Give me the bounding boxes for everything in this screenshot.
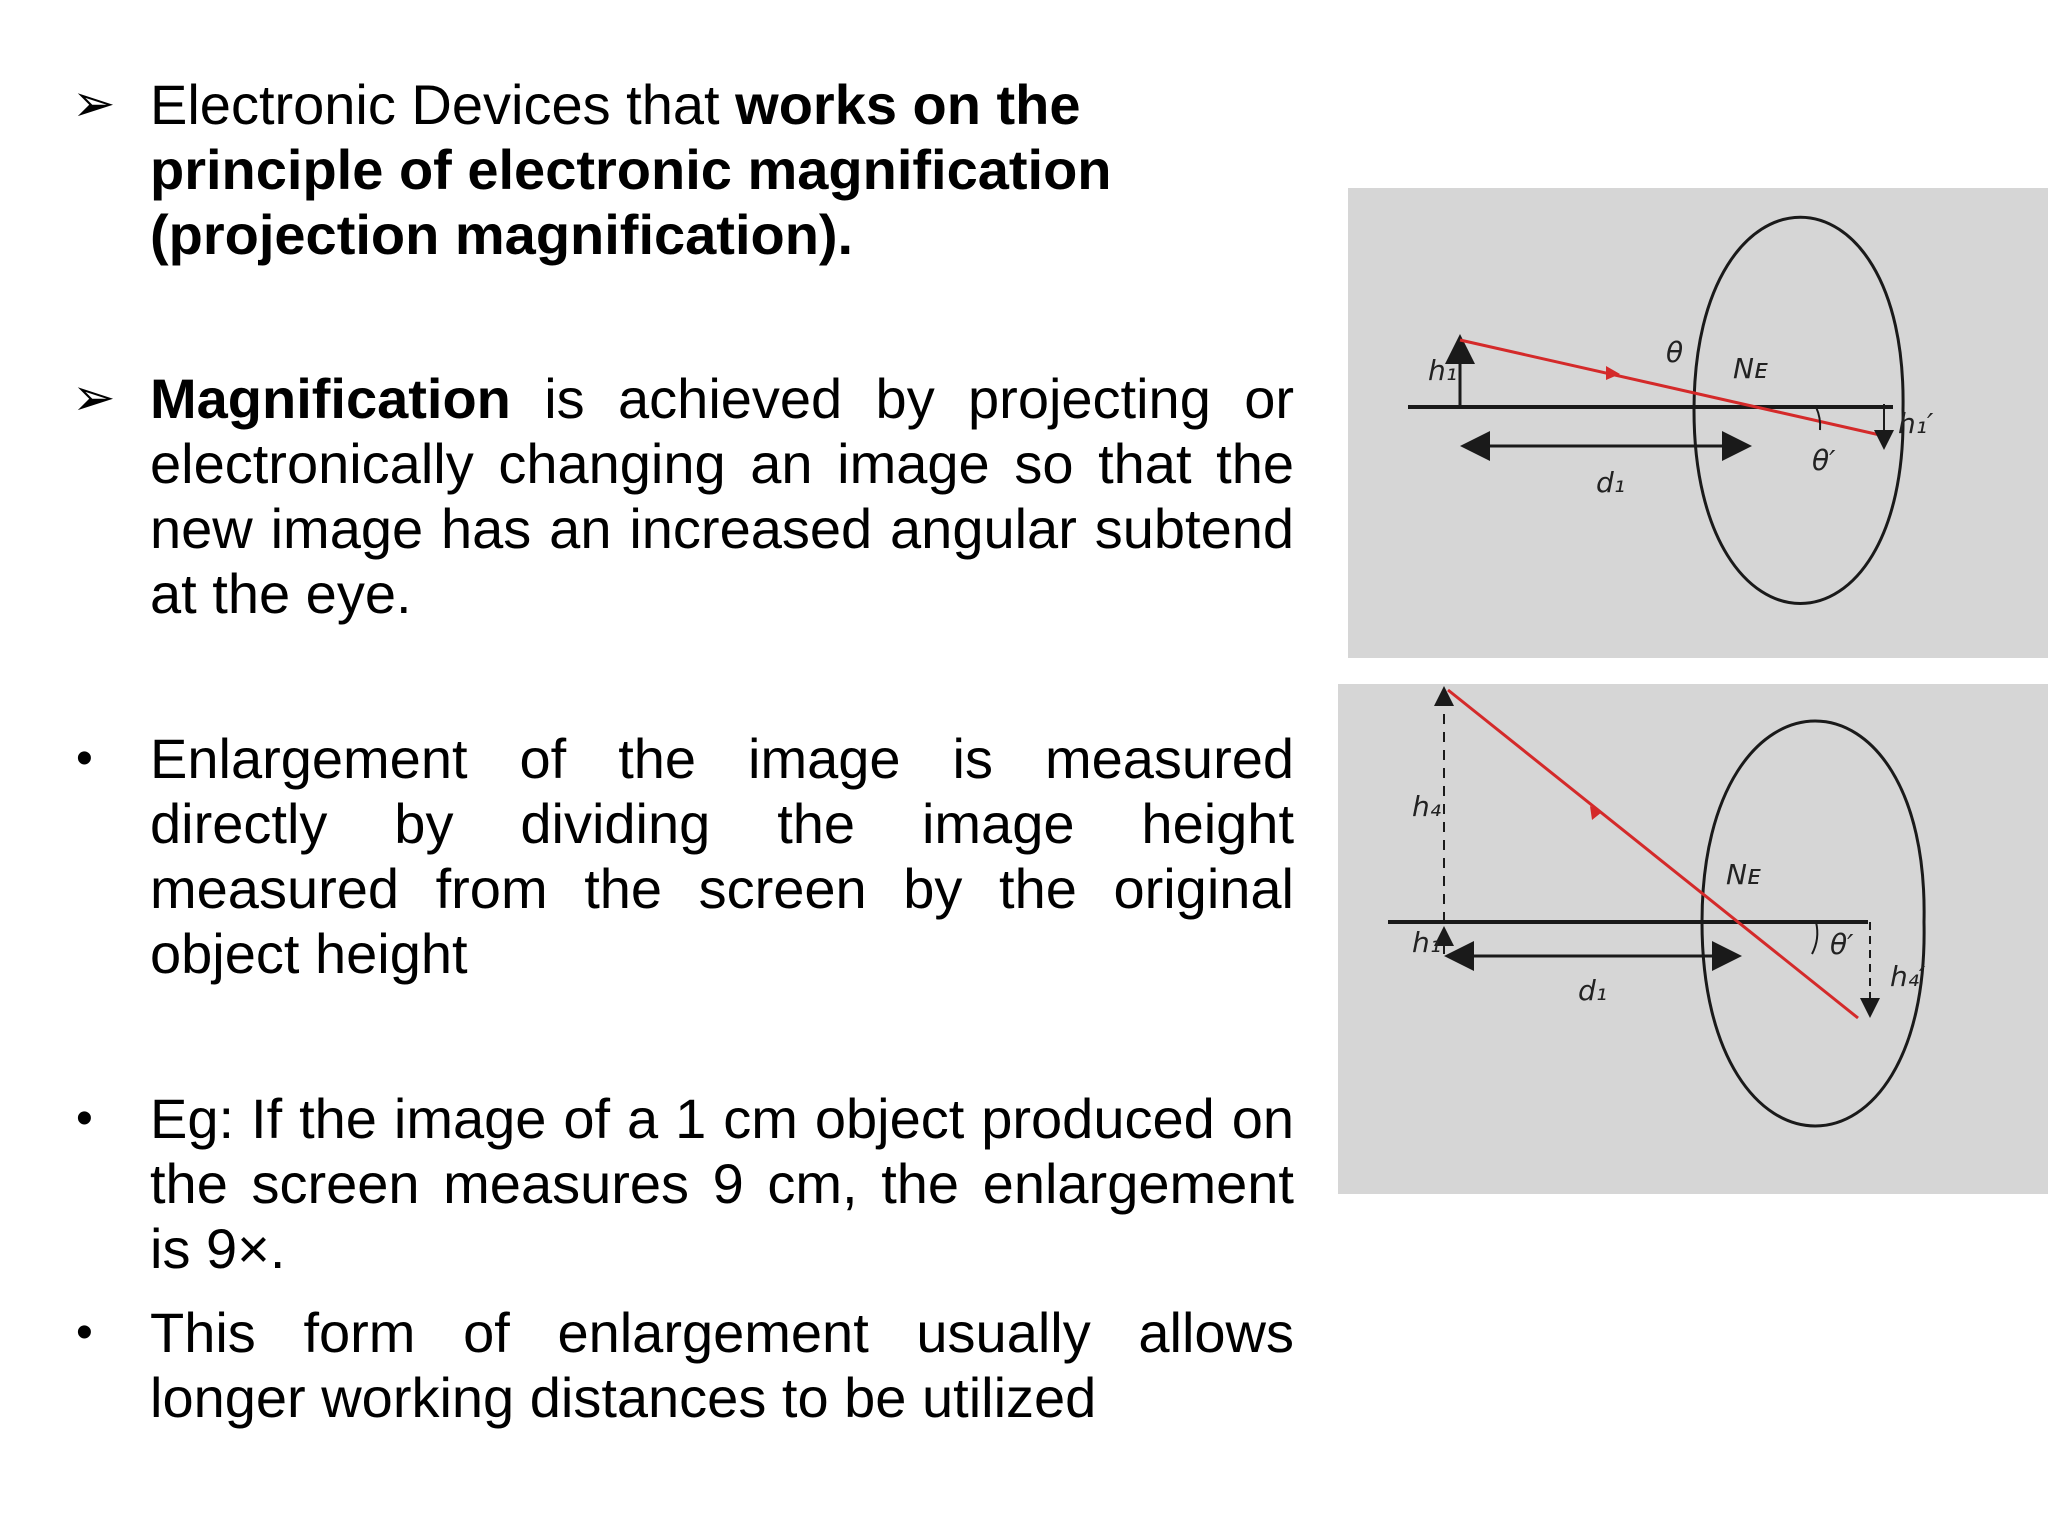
diagram-direct-viewing-svg	[1348, 188, 2048, 658]
dot-bullet-icon: •	[76, 732, 93, 785]
text-column	[72, 72, 1294, 1429]
dot-bullet-icon: •	[76, 1092, 93, 1145]
label-d1: d₁	[1578, 974, 1607, 1007]
label-theta: θ	[1666, 336, 1684, 369]
label-h1: h₁	[1428, 354, 1457, 387]
bullet-2-bold: Magnification	[150, 367, 511, 430]
bullet-1-lead: Electronic Devices that	[150, 73, 736, 136]
bullet-2-rest: is achieved by projecting or electronically changing an image so that the new image has an increased angular subtend at the eye.	[150, 367, 1294, 625]
bullet-point-3	[72, 726, 1294, 986]
bullet-point-2	[72, 366, 1294, 626]
label-h4: h₄	[1412, 790, 1441, 823]
bullet-3-text: Enlargement of the image is measured directly by dividing the image height measured from the screen by the original object height	[150, 727, 1294, 985]
diagram-direct-viewing	[1348, 188, 2048, 658]
bullet-4-text: Eg: If the image of a 1 cm object produced on the screen measures 9 cm, the enlargement is 9×.	[150, 1087, 1294, 1280]
bullet-point-1	[72, 72, 1294, 267]
label-h1-prime: h₁′	[1898, 407, 1934, 440]
label-h4-prime: h₄′	[1890, 960, 1926, 993]
bullet-5-text: This form of enlargement usually allows longer working distances to be utilized	[150, 1301, 1294, 1429]
label-theta-prime: θ′	[1830, 928, 1854, 961]
label-nodal-point: Nᴇ	[1726, 858, 1761, 891]
label-nodal-point: Nᴇ	[1733, 352, 1768, 385]
eye-outline	[1694, 217, 1903, 603]
arrow-bullet-icon: ➢	[72, 75, 116, 133]
diagram-projection-svg	[1338, 684, 2048, 1194]
bullet-point-4	[72, 1086, 1294, 1281]
label-h1: h₁	[1412, 926, 1441, 959]
arrow-bullet-icon: ➢	[72, 369, 116, 427]
diagram-projection-magnification	[1338, 684, 2048, 1194]
label-d1: d₁	[1596, 466, 1625, 499]
ray-line	[1448, 690, 1858, 1018]
label-theta-prime: θ′	[1812, 444, 1836, 477]
dot-bullet-icon: •	[76, 1306, 93, 1359]
bullet-1-bold: works on the principle of electronic magnification (projection magnification).	[150, 73, 1112, 266]
bullet-point-5	[72, 1300, 1294, 1430]
